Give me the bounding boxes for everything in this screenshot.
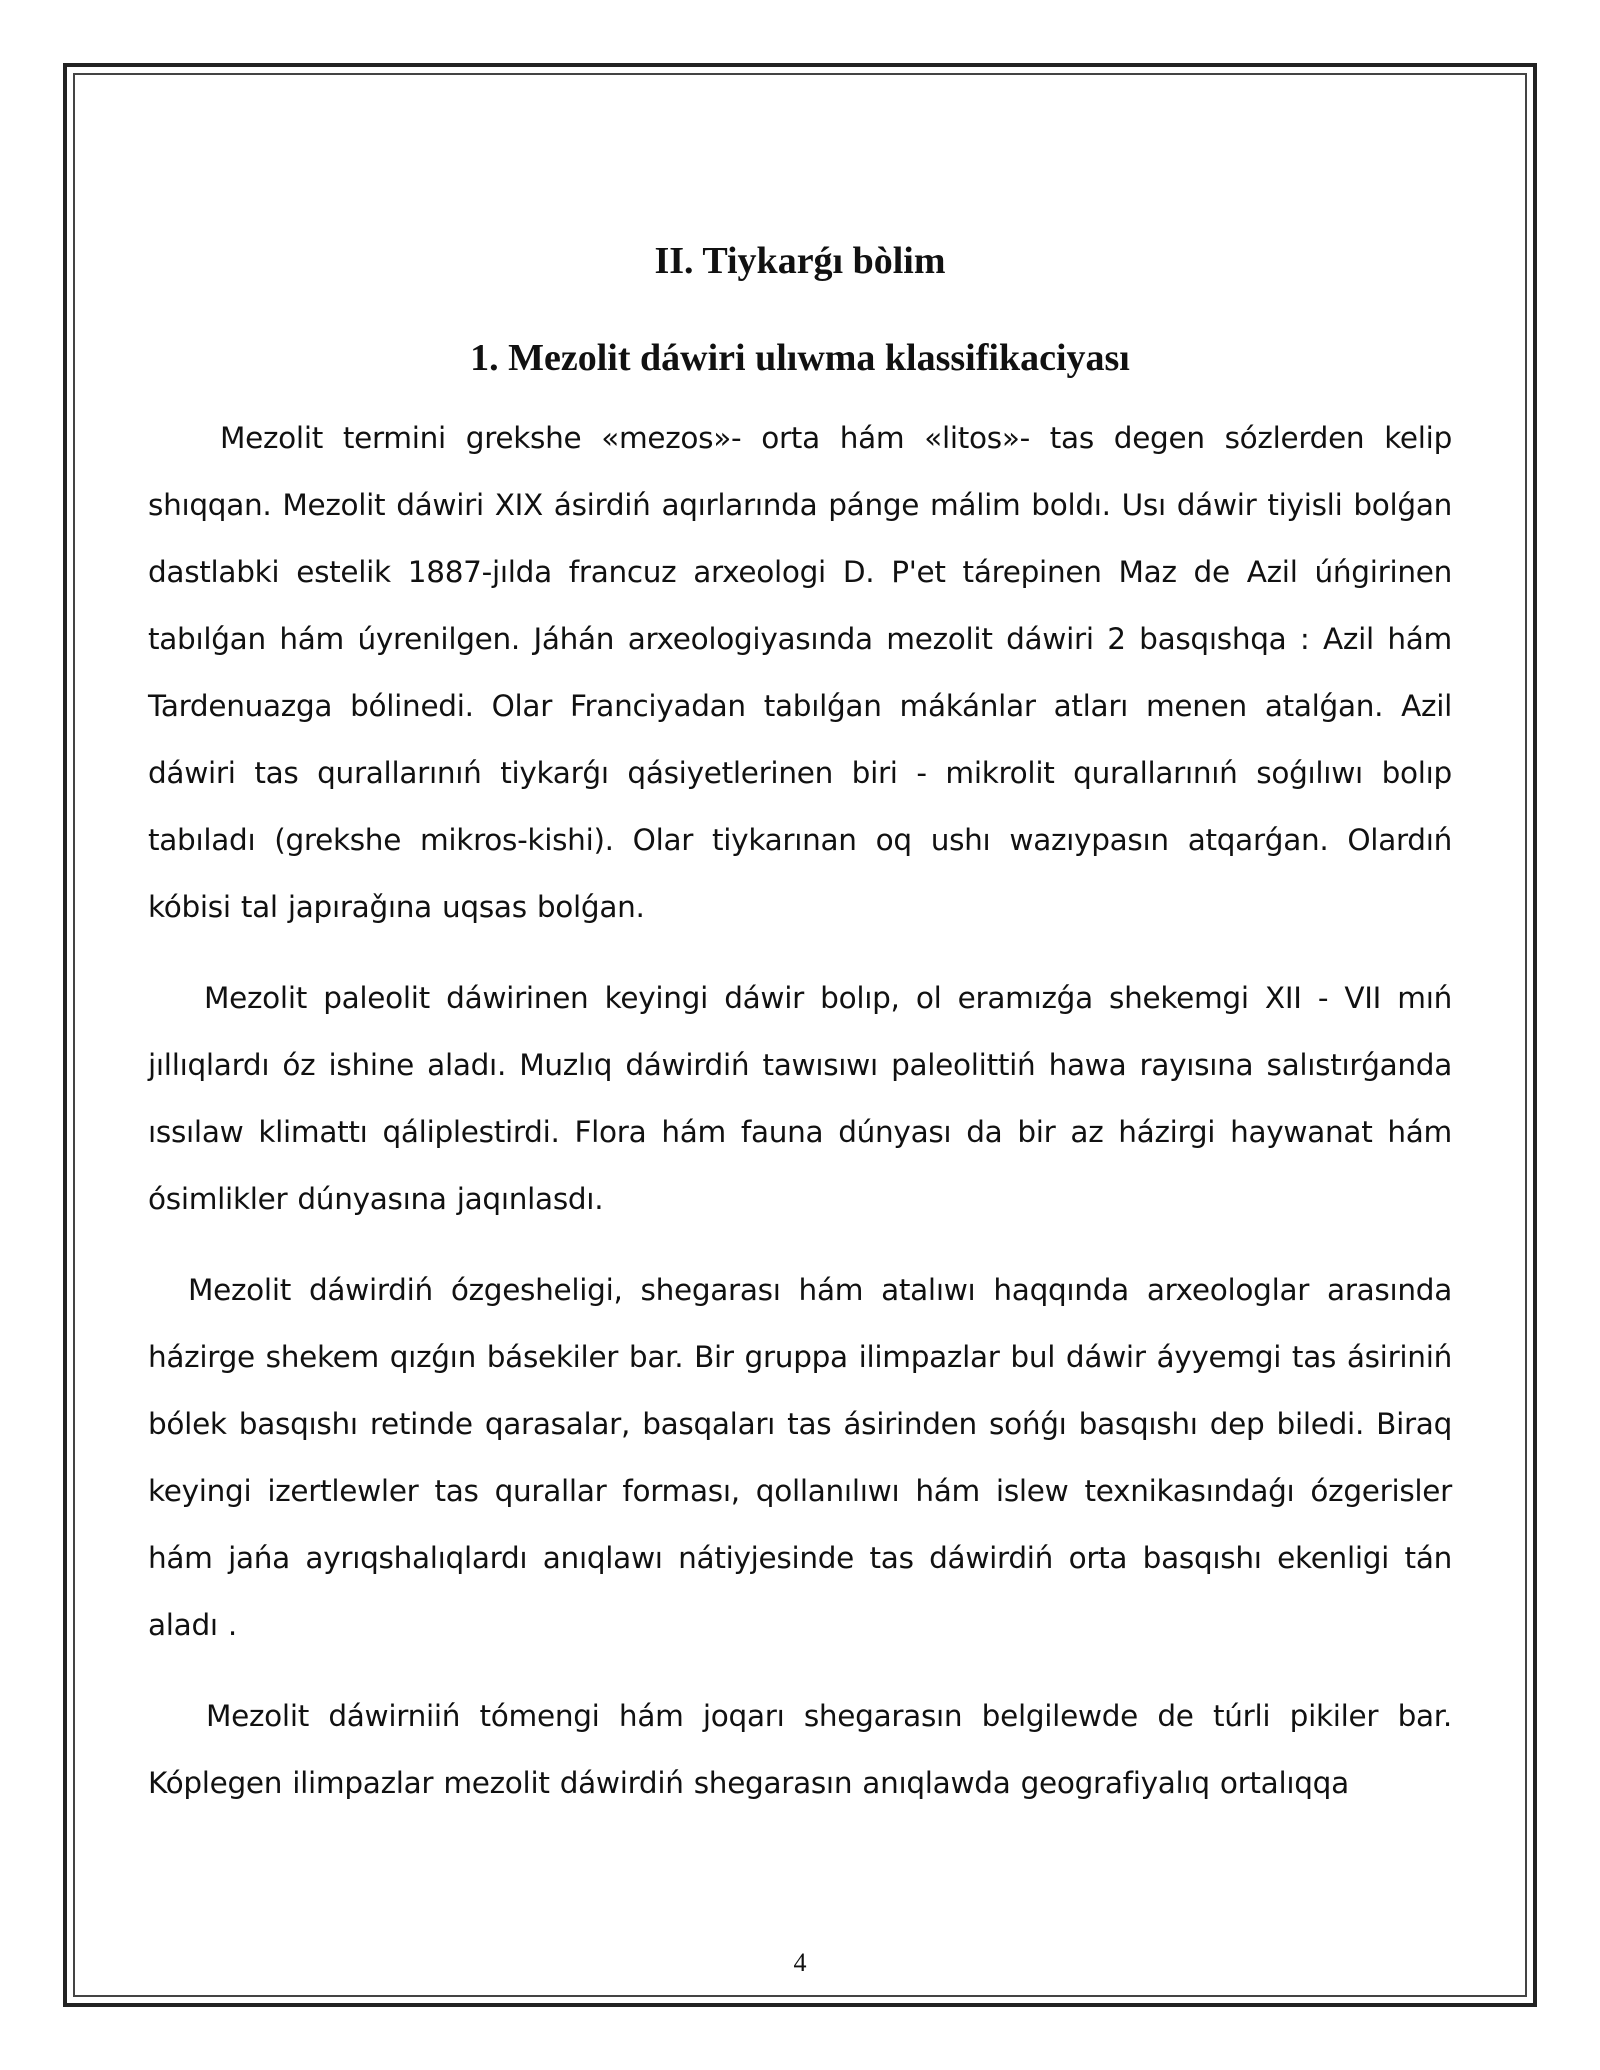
paragraph-3: Mezolit dáwirdiń ózgesheligi, shegarası hám atalıwı haqqında arxeologlar arasında házirge shekem qızǵın básekiler bar. Bir gruppa ilimpazlar bul dáwir áyyemgi tas ásiriniń bólek basqıshı retinde qarasalar, basqaları tas ásirinden sońǵı basqıshı dep biledi. Biraq keyingi izertlewler tas qurallar forması, qollanılıwı hám islew texnikasındaǵı ózgerisler hám jańa ayrıqshalıqlardı anıqlawı nátiyjesinde tas dáwirdiń orta basqıshı ekenligi tán aladı . (148, 1273, 1452, 1642)
chapter-title: 1. Mezolit dáwiri ulıwma klassifikaciyası (470, 337, 1130, 379)
page-number: 4 (793, 1948, 807, 1977)
paragraph-1: Mezolit termini grekshe «mezos»- orta hám «litos»- tas degen sózlerden kelip shıqqan. Mezolit dáwiri XIX ásirdiń aqırlarında pánge málim boldı. Usı dáwir tiyisli bolǵan dastlabki estelik 1887-jılda francuz arxeologi D. P'et tárepinen Maz de Azil úńgirinen tabılǵan hám úyrenilgen. Jáhán arxeologiyasında mezolit dáwiri 2 basqıshqa : Azil hám Tardenuazga bólinedi. Olar Franciyadan tabılǵan mákánlar atları menen atalǵan. Azil dáwiri tas qurallarınıń tiykarǵı qásiyetlerinen biri - mikrolit qurallarınıń soǵılıwı bolıp tabıladı (grekshe mikros-kishi). Olar tiykarınan oq ushı wazıypasın atqarǵan. Olardıń kóbisi tal japıraǧına uqsas bolǵan. (148, 421, 1452, 924)
paragraph-2: Mezolit paleolit dáwirinen keyingi dáwir bolıp, ol eramızǵa shekemgi XII - VII mıń jıllıqlardı óz ishine aladı. Muzlıq dáwirdiń tawısıwı paleolittiń hawa rayısına salıstırǵanda ıssılaw klimattı qáliplestirdi. Flora hám fauna dúnyası da bir az házirgi haywanat hám ósimlikler dúnyasına jaqınlasdı. (148, 981, 1452, 1216)
page-content (148, 236, 1452, 1817)
section-title: II. Tiykarǵı bòlim (654, 240, 946, 282)
paragraph-4: Mezolit dáwirniiń tómengi hám joqarı shegarasın belgilewde de túrli pikiler bar. Kóplegen ilimpazlar mezolit dáwirdiń shegarasın anıqlawda geografiyalıq ortalıqqa (148, 1699, 1452, 1800)
